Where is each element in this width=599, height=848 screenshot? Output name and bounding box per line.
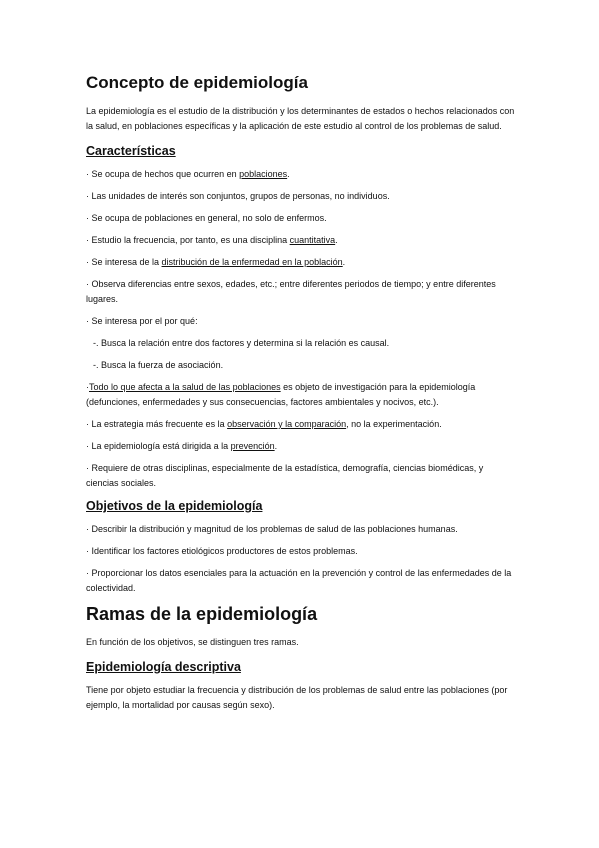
bullet-text: es objeto de investigación para la epidemiología (defunciones, enfermedades y sus consecuencias, factores ambientales y nocivos, etc.).	[86, 382, 476, 407]
objective-describir: · Describir la distribución y magnitud de los problemas de salud de las poblaciones humanas.	[86, 524, 458, 534]
bullet-text: .	[342, 257, 346, 267]
bullet-text: · Se ocupa de hechos que ocurren en	[86, 169, 240, 179]
bullet-poblaciones	[86, 167, 516, 182]
title-concepto: Concepto de epidemiología	[86, 73, 308, 92]
ramas-intro: En función de los objetivos, se distinguen tres ramas.	[86, 637, 299, 647]
heading-objetivos: Objetivos de la epidemiología	[86, 499, 263, 513]
bullet-cuantitativa	[86, 233, 516, 248]
bullet-todo-lo-que-afecta	[86, 380, 516, 410]
bullet-poblaciones-general: · Se ocupa de poblaciones en general, no solo de enfermos.	[86, 213, 327, 223]
bullet-text: , no la experimentación.	[346, 419, 442, 429]
sub-bullet-relacion: -. Busca la relación entre dos factores y determina si la relación es causal.	[93, 338, 390, 348]
underlined-term: observación y la comparación	[227, 419, 347, 429]
bullet-estrategia	[86, 417, 516, 432]
heading-descriptiva: Epidemiología descriptiva	[86, 660, 241, 674]
bullet-text: · La estrategia más frecuente es la	[86, 419, 228, 429]
underlined-term: prevención	[230, 441, 275, 451]
objective-identificar: · Identificar los factores etiológicos productores de estos problemas.	[86, 546, 358, 556]
descriptiva-paragraph: Tiene por objeto estudiar la frecuencia y distribución de los problemas de salud entre las poblaciones (por ejemplo, la mortalidad por causas según sexo).	[86, 685, 508, 710]
document-content	[86, 72, 516, 720]
heading-caracteristicas: Características	[86, 144, 176, 158]
bullet-text: .	[287, 169, 290, 179]
bullet-text: .	[274, 441, 278, 451]
objective-proporcionar: · Proporcionar los datos esenciales para la actuación en la prevención y control de las enfermedades de la colectividad.	[86, 568, 512, 593]
bullet-text: ·	[86, 382, 89, 392]
intro-paragraph: La epidemiología es el estudio de la distribución y los determinantes de estados o hechos relacionados con la salud, en poblaciones específicas y la aplicación de este estudio al control de los problemas de salud.	[86, 106, 515, 131]
bullet-diferencias: · Observa diferencias entre sexos, edades, etc.; entre diferentes periodos de tiempo; y entre diferentes lugares.	[86, 279, 496, 304]
bullet-text: · Se interesa de la	[86, 257, 162, 267]
bullet-prevencion	[86, 439, 516, 454]
underlined-term: cuantitativa	[289, 235, 336, 245]
bullet-distribucion	[86, 255, 516, 270]
underlined-term: distribución de la enfermedad en la población	[161, 257, 343, 267]
underlined-term: poblaciones	[239, 169, 288, 179]
bullet-text: · Estudio la frecuencia, por tanto, es una disciplina	[86, 235, 290, 245]
underlined-term: Todo lo que afecta a la salud de las poblaciones	[89, 382, 281, 392]
bullet-text: .	[335, 235, 338, 245]
title-ramas: Ramas de la epidemiología	[86, 604, 318, 624]
bullet-text: · La epidemiología está dirigida a la	[86, 441, 231, 451]
bullet-por-que: · Se interesa por el por qué:	[86, 316, 198, 326]
bullet-unidades: · Las unidades de interés son conjuntos, grupos de personas, no individuos.	[86, 191, 390, 201]
sub-bullet-fuerza: -. Busca la fuerza de asociación.	[93, 360, 224, 370]
bullet-disciplinas: · Requiere de otras disciplinas, especialmente de la estadística, demografía, ciencias biomédicas, y ciencias sociales.	[86, 463, 484, 488]
